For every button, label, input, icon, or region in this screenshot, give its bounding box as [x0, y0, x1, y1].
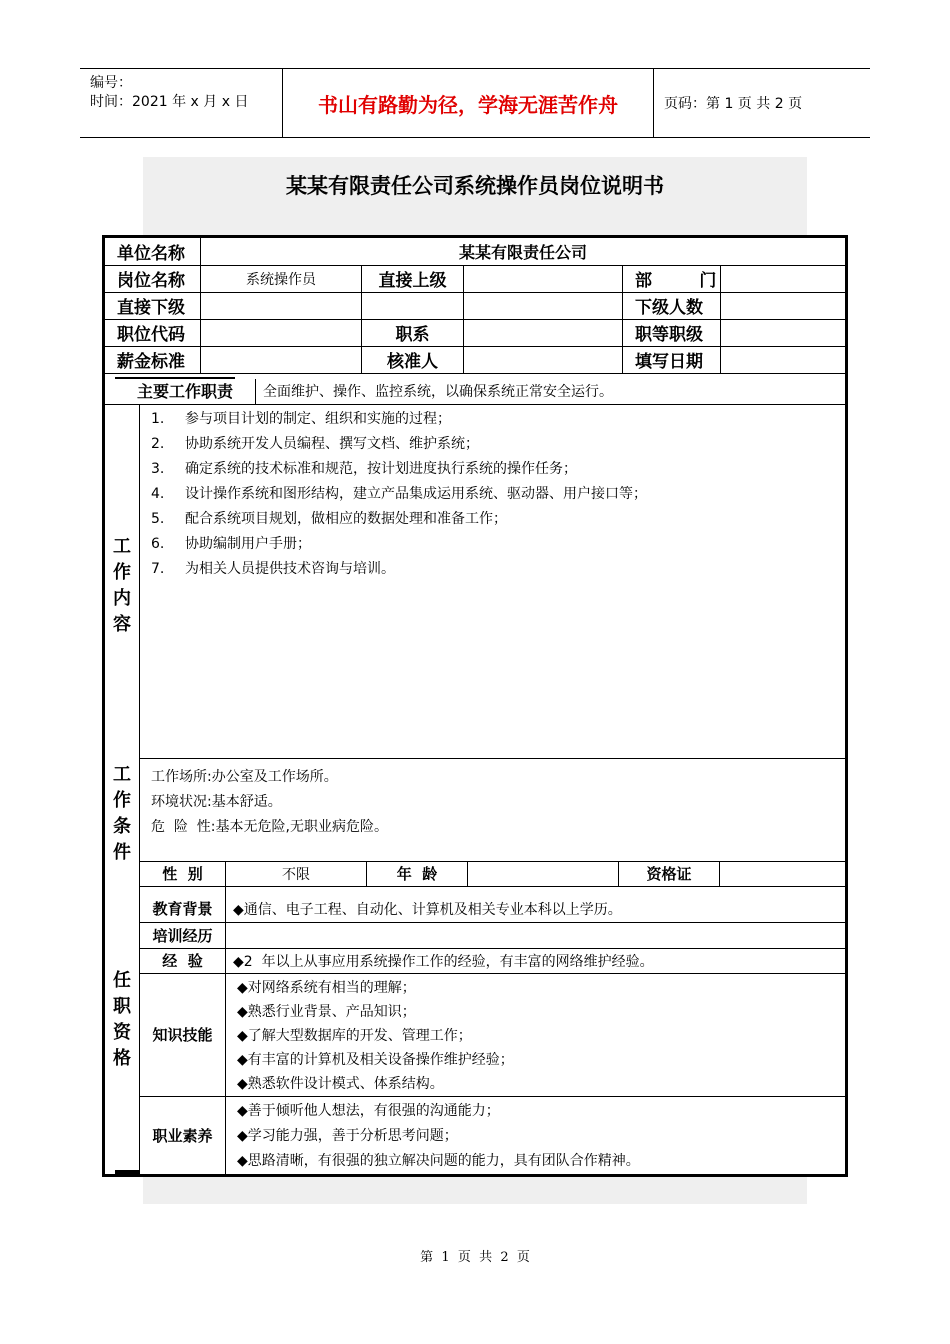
unit-name-label: 单位名称 [117, 244, 185, 264]
subordinate-count-value [721, 292, 845, 319]
main-duty-text: 全面维护、操作、监控系统，以确保系统正常安全运行。 [263, 383, 613, 400]
age-value [468, 861, 618, 886]
education-value: ◆通信、电子工程、自动化、计算机及相关专业本科以上学历。 [233, 901, 622, 918]
work-item [151, 533, 311, 553]
subordinate-count-label: 下级人数 [635, 298, 703, 318]
direct-subordinate-label: 直接下级 [117, 298, 185, 318]
work-item [151, 408, 451, 428]
condition-line: 工作场所:办公室及工作场所。 [151, 769, 338, 785]
professional-quality-label: 职业素养 [152, 1126, 213, 1145]
item-text: 配合系统项目规划，做相应的数据处理和准备工作； [185, 511, 507, 527]
label-char: 资 [113, 1022, 131, 1043]
label-char: 内 [113, 588, 131, 609]
label-char: 容 [113, 614, 131, 635]
position-code-label: 职位代码 [117, 325, 185, 345]
condition-line: 环境状况:基本舒适。 [151, 794, 282, 810]
label-char: 任 [113, 970, 131, 991]
position-code-value [201, 319, 361, 346]
label-char: 作 [113, 790, 131, 811]
item-number: 3. [151, 461, 165, 477]
condition-line: 危 险 性:基本无危险,无职业病危险。 [151, 819, 388, 835]
job-description-form [102, 235, 848, 1177]
knowledge-item: ◆对网络系统有相当的理解； [237, 980, 416, 996]
position-name-value: 系统操作员 [246, 271, 316, 288]
header-page-cell [654, 69, 870, 137]
training-label: 培训经历 [152, 927, 213, 945]
item-text: 参与项目计划的制定、组织和实施的过程； [185, 411, 451, 427]
quality-item: ◆学习能力强，善于分析思考问题； [237, 1128, 458, 1144]
item-text: 协助编制用户手册； [185, 536, 311, 552]
job-grade-value [721, 319, 845, 346]
quality-item: ◆思路清晰，有很强的独立解决问题的能力，具有团队合作精神。 [237, 1153, 640, 1169]
approver-value [464, 346, 622, 373]
work-content-label [109, 534, 135, 638]
certificate-label: 资格证 [646, 865, 692, 883]
department-label: 部 门 [635, 271, 717, 291]
direct-superior-label: 直接上级 [378, 271, 447, 291]
direct-subordinate-value [201, 292, 622, 319]
age-label: 年 龄 [396, 865, 438, 883]
document-number: 编号： [90, 75, 132, 91]
page-footer: 第 1 页 共 2 页 [420, 1250, 530, 1265]
item-number: 6. [151, 536, 165, 552]
knowledge-item: ◆了解大型数据库的开发、管理工作； [237, 1028, 472, 1044]
main-duty-label: 主要工作职责 [136, 382, 233, 401]
label-char: 件 [113, 842, 131, 863]
qualifications-label [109, 968, 135, 1072]
page-info: 页码：第 1 页 共 2 页 [664, 96, 803, 112]
item-number: 7. [151, 561, 165, 577]
label-char: 作 [113, 562, 131, 583]
unit-name-value: 某某有限责任公司 [458, 243, 587, 262]
work-item [151, 483, 647, 503]
work-item [151, 458, 577, 478]
job-series-label: 职系 [395, 325, 430, 345]
label-char: 工 [113, 536, 131, 557]
item-text: 为相关人员提供技术咨询与培训。 [185, 561, 395, 577]
job-series-value [464, 319, 622, 346]
position-name-label: 岗位名称 [117, 271, 185, 291]
knowledge-item: ◆有丰富的计算机及相关设备操作维护经验； [237, 1052, 514, 1068]
gender-value: 不限 [282, 866, 310, 883]
header-meta [80, 69, 283, 137]
document-date: 时间：2021 年 x 月 x 日 [90, 94, 249, 110]
experience-value: ◆2 年以上从事应用系统操作工作的经验，有丰富的网络维护经验。 [233, 953, 654, 970]
item-text: 确定系统的技术标准和规范，按计划进度执行系统的操作任务； [185, 461, 577, 477]
salary-standard-value [201, 346, 361, 373]
document-title: 某某有限责任公司系统操作员岗位说明书 [286, 174, 664, 198]
department-value [721, 265, 845, 292]
label-char: 职 [113, 996, 131, 1017]
gender-label: 性 别 [162, 865, 203, 883]
quality-item: ◆善于倾听他人想法，有很强的沟通能力； [237, 1103, 500, 1119]
direct-superior-value [464, 265, 622, 292]
fill-date-label: 填写日期 [635, 352, 703, 372]
fill-date-value [721, 346, 845, 373]
experience-label: 经 验 [162, 952, 203, 970]
knowledge-label: 知识技能 [152, 1026, 213, 1044]
knowledge-item: ◆熟悉软件设计模式、体系结构。 [237, 1076, 444, 1092]
approver-label: 核准人 [387, 352, 438, 372]
item-text: 设计操作系统和图形结构，建立产品集成运用系统、驱动器、用户接口等； [185, 486, 647, 502]
item-text: 协助系统开发人员编程、撰写文档、维护系统； [185, 436, 479, 452]
item-number: 5. [151, 511, 165, 527]
motto: 书山有路勤为径，学海无涯苦作舟 [318, 92, 618, 117]
training-value [233, 923, 843, 948]
item-number: 4. [151, 486, 165, 502]
page-header [80, 68, 870, 138]
education-label: 教育背景 [152, 900, 213, 918]
knowledge-item: ◆熟悉行业背景、产品知识； [237, 1004, 416, 1020]
work-conditions-label [109, 762, 135, 866]
label-char: 条 [113, 816, 131, 837]
work-item [151, 558, 395, 578]
label-char: 工 [113, 764, 131, 785]
work-item [151, 508, 507, 528]
work-item [151, 433, 479, 453]
item-number: 2. [151, 436, 165, 452]
job-grade-label: 职等职级 [635, 325, 703, 345]
item-number: 1. [151, 411, 165, 427]
certificate-value [720, 861, 845, 886]
label-char: 格 [113, 1048, 131, 1069]
salary-standard-label: 薪金标准 [117, 352, 185, 372]
header-motto-cell [283, 69, 654, 137]
